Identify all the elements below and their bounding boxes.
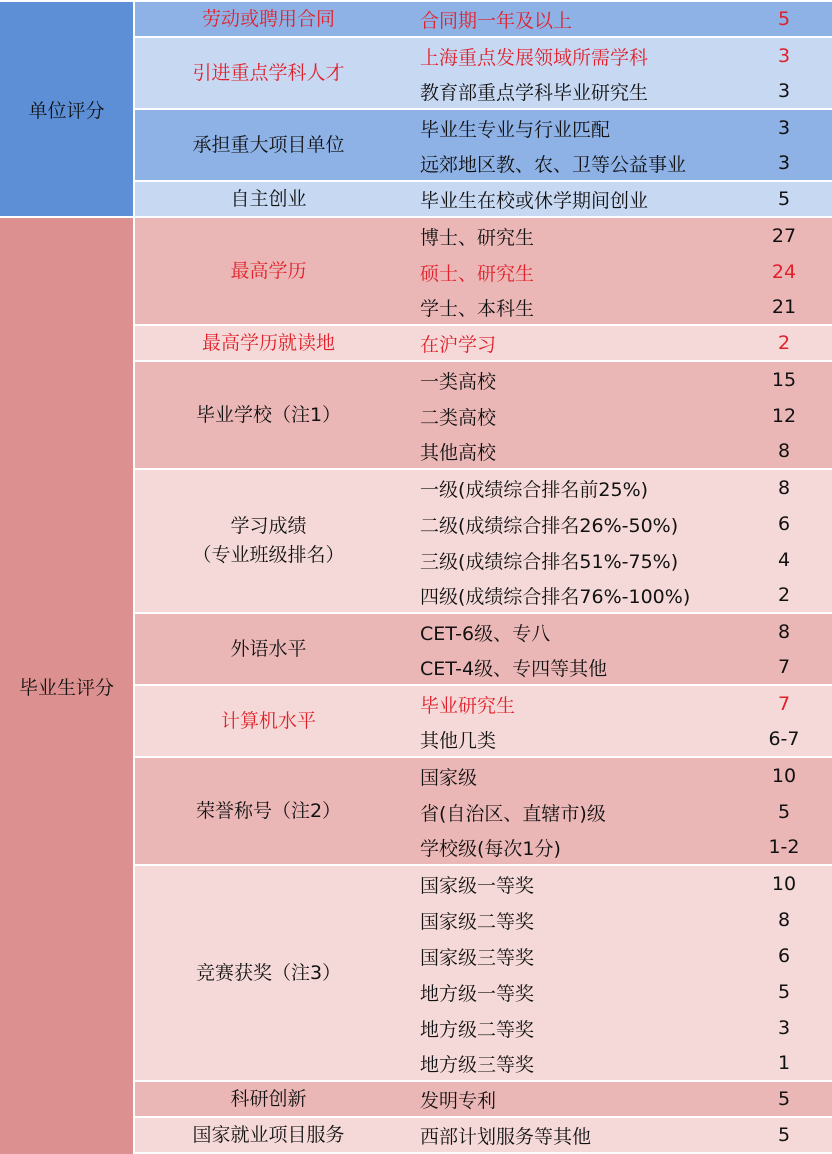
score-cell (736, 974, 832, 1010)
category-name: 承担重大项目单位 (192, 133, 345, 156)
item-score: 1-2 (768, 836, 800, 858)
category-cell (135, 182, 402, 216)
item-label: 西部计划服务等其他 (420, 1125, 592, 1148)
item-label: 一类高校 (420, 370, 497, 393)
item-label: 地方级二等奖 (420, 1018, 535, 1041)
category-name: 自主创业 (230, 187, 307, 210)
item-label-cell (402, 110, 736, 146)
item-score: 10 (771, 765, 797, 787)
score-cell (736, 650, 832, 684)
item-score: 7 (777, 693, 791, 715)
score-cell (736, 218, 832, 254)
item-label: 一级(成绩综合排名前25%) (420, 478, 649, 501)
item-score: 6 (777, 945, 791, 967)
item-score: 5 (777, 8, 791, 30)
item-label: 远郊地区教、农、卫等公益事业 (420, 153, 687, 176)
item-label-cell (402, 830, 736, 864)
item-label: 毕业生专业与行业匹配 (420, 118, 611, 141)
category-name: 科研创新 (230, 1087, 307, 1110)
category-cell (135, 1118, 402, 1152)
item-label: 毕业研究生 (420, 694, 516, 717)
item-score: 8 (777, 440, 791, 462)
category-cell (135, 326, 402, 360)
score-cell (736, 326, 832, 360)
score-cell (736, 1082, 832, 1116)
item-label: 地方级一等奖 (420, 982, 535, 1005)
item-score: 3 (777, 152, 791, 174)
item-label-cell (402, 362, 736, 398)
item-label-cell (402, 1082, 736, 1116)
item-score: 2 (777, 332, 791, 354)
item-label-cell (402, 794, 736, 830)
item-score: 6 (777, 513, 791, 535)
item-label-cell (402, 326, 736, 360)
category-cell (135, 686, 402, 756)
category-cell (135, 362, 402, 468)
item-label: 国家级二等奖 (420, 910, 535, 933)
item-label-cell (402, 974, 736, 1010)
score-cell (736, 830, 832, 864)
category-name: 引进重点学科人才 (192, 61, 345, 84)
item-label: 省(自治区、直辖市)级 (420, 802, 606, 825)
item-label: 学校级(每次1分) (420, 837, 561, 860)
score-cell (736, 938, 832, 974)
item-label: 国家级三等奖 (420, 946, 535, 969)
item-label-cell (402, 506, 736, 542)
category-name-note: （专业班级排名） (192, 544, 345, 566)
item-label: 硕士、研究生 (420, 262, 535, 285)
item-label: 地方级三等奖 (420, 1053, 535, 1076)
score-cell (736, 2, 832, 36)
category-name: 计算机水平 (220, 709, 316, 732)
item-score: 7 (777, 656, 791, 678)
category-cell (135, 218, 402, 324)
item-score: 8 (777, 909, 791, 931)
item-score: 8 (777, 621, 791, 643)
score-cell (736, 506, 832, 542)
item-label: 国家级一等奖 (420, 874, 535, 897)
score-cell (736, 290, 832, 324)
item-label: 上海重点发展领域所需学科 (420, 46, 649, 69)
item-label-cell (402, 686, 736, 722)
item-label-cell (402, 938, 736, 974)
score-cell (736, 758, 832, 794)
item-label: 国家级 (420, 766, 478, 789)
item-label: 学士、本科生 (420, 297, 535, 320)
item-label-cell (402, 434, 736, 468)
item-score: 5 (777, 1124, 791, 1146)
item-label: 发明专利 (420, 1089, 497, 1112)
item-label: 二级(成绩综合排名26%-50%) (420, 514, 679, 537)
score-cell (736, 398, 832, 434)
score-cell (736, 542, 832, 578)
section-label-cell (0, 2, 133, 216)
score-cell (736, 1046, 832, 1080)
category-name: 最高学历 (230, 259, 307, 282)
category-cell (135, 758, 402, 864)
item-label-cell (402, 578, 736, 612)
item-score: 4 (777, 549, 791, 571)
item-label-cell (402, 254, 736, 290)
item-label-cell (402, 1010, 736, 1046)
category-name: 最高学历就读地 (201, 331, 335, 354)
item-label: CET-6级、专八 (420, 622, 551, 645)
item-label-cell (402, 542, 736, 578)
item-label-cell (402, 614, 736, 650)
score-cell (736, 146, 832, 180)
category-cell (135, 2, 402, 36)
item-score: 1 (777, 1052, 791, 1074)
item-label: 三级(成绩综合排名51%-75%) (420, 550, 679, 573)
category-cell (135, 614, 402, 684)
score-cell (736, 110, 832, 146)
item-score: 8 (777, 477, 791, 499)
item-score: 2 (777, 584, 791, 606)
item-label-cell (402, 650, 736, 684)
category-name: 毕业学校（注1） (195, 403, 342, 426)
item-score: 3 (777, 1017, 791, 1039)
score-cell (736, 1010, 832, 1046)
item-label: 其他几类 (420, 729, 497, 752)
item-score: 27 (771, 225, 797, 247)
item-label: 毕业生在校或休学期间创业 (420, 189, 649, 212)
item-label-cell (402, 74, 736, 108)
category-cell (135, 866, 402, 1080)
item-label-cell (402, 722, 736, 756)
category-cell (135, 110, 402, 180)
score-cell (736, 866, 832, 902)
item-label-cell (402, 398, 736, 434)
item-label-cell (402, 758, 736, 794)
item-label-cell (402, 470, 736, 506)
item-label: 四级(成绩综合排名76%-100%) (420, 585, 691, 608)
category-cell (135, 38, 402, 108)
score-cell (736, 578, 832, 612)
item-label: 教育部重点学科毕业研究生 (420, 81, 649, 104)
item-label-cell (402, 290, 736, 324)
item-label-cell (402, 2, 736, 36)
item-label-cell (402, 182, 736, 216)
item-score: 12 (771, 405, 797, 427)
score-cell (736, 254, 832, 290)
item-label: 二类高校 (420, 406, 497, 429)
item-label-cell (402, 1118, 736, 1152)
item-score: 24 (771, 261, 797, 283)
item-score: 15 (771, 369, 797, 391)
score-cell (736, 434, 832, 468)
item-score: 10 (771, 873, 797, 895)
item-label-cell (402, 866, 736, 902)
item-score: 5 (777, 801, 791, 823)
score-cell (736, 182, 832, 216)
category-name: 学习成绩 (230, 515, 307, 537)
item-label: 其他高校 (420, 441, 497, 464)
score-cell (736, 722, 832, 756)
score-cell (736, 38, 832, 74)
score-cell (736, 362, 832, 398)
item-label-cell (402, 902, 736, 938)
category-name: 荣誉称号（注2） (195, 799, 342, 822)
category-name: 竞赛获奖（注3） (195, 961, 342, 984)
item-score: 5 (777, 188, 791, 210)
category-cell (135, 470, 402, 612)
section-label-cell (0, 218, 133, 1154)
item-label-cell (402, 1046, 736, 1080)
item-score: 5 (777, 1088, 791, 1110)
item-score: 3 (777, 117, 791, 139)
item-score: 3 (777, 45, 791, 67)
score-cell (736, 614, 832, 650)
item-label-cell (402, 218, 736, 254)
score-cell (736, 1118, 832, 1152)
item-label: CET-4级、专四等其他 (420, 657, 608, 680)
item-label-cell (402, 38, 736, 74)
category-name: 劳动或聘用合同 (201, 7, 335, 30)
item-score: 21 (771, 296, 797, 318)
score-cell (736, 902, 832, 938)
item-score: 3 (777, 80, 791, 102)
section-label: 毕业生评分 (18, 676, 114, 699)
category-cell (135, 1082, 402, 1116)
item-label: 博士、研究生 (420, 226, 535, 249)
item-label: 在沪学习 (420, 333, 497, 356)
section-label: 单位评分 (28, 99, 105, 122)
item-label: 合同期一年及以上 (420, 9, 573, 32)
score-cell (736, 74, 832, 108)
item-score: 6-7 (768, 728, 800, 750)
score-cell (736, 794, 832, 830)
score-cell (736, 470, 832, 506)
item-label-cell (402, 146, 736, 180)
score-cell (736, 686, 832, 722)
item-score: 5 (777, 981, 791, 1003)
category-name: 国家就业项目服务 (192, 1123, 345, 1146)
category-name: 外语水平 (230, 637, 307, 660)
